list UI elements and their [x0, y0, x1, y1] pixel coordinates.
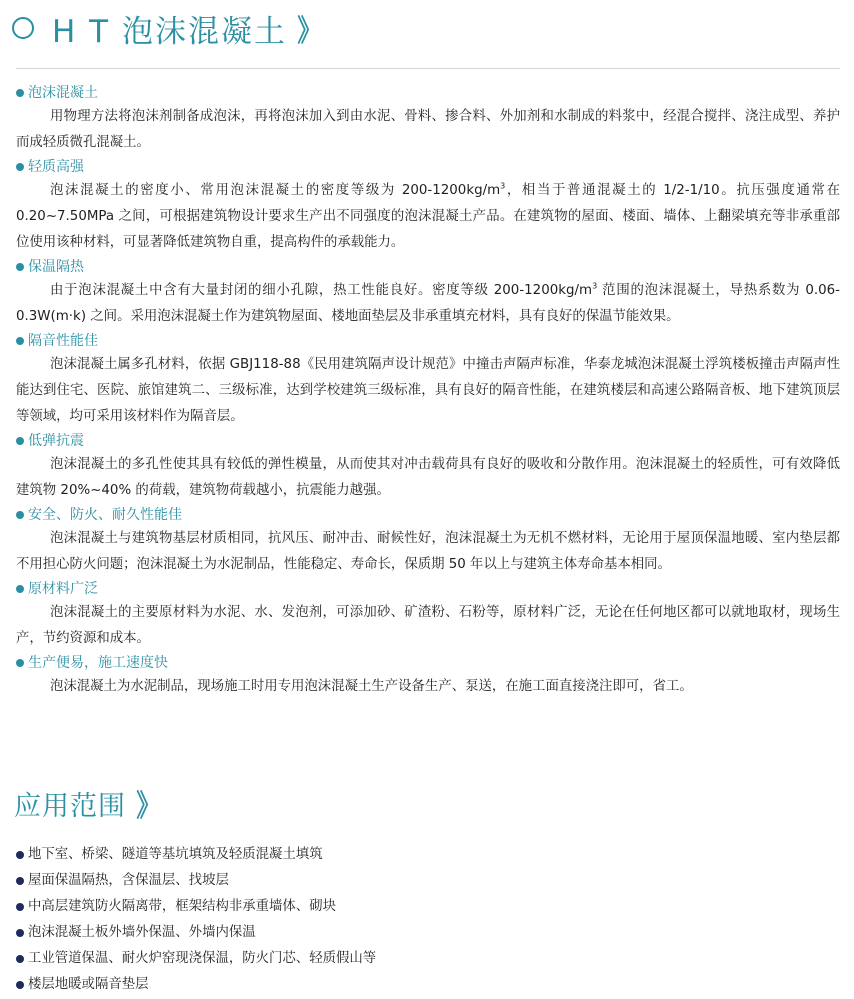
section-fireproof	[14, 504, 842, 578]
list-item	[14, 894, 842, 920]
body-text: 由于泡沫混凝土中含有大量封闭的细小孔隙，热工性能良好。密度等级 200-1200kg/m	[50, 283, 593, 298]
circle-icon	[12, 17, 34, 39]
application-title: 应用范围	[14, 790, 126, 822]
section-body: 泡沫混凝土属多孔材料，依据 GBJ118-88《民用建筑隔声设计规范》中撞击声隔声标准，华泰龙城泡沫混凝土浮筑楼板撞击声隔声性能达到住宅、医院、旅馆建筑二、三级标准，达到学校建筑三级标准，具有良好的隔音性能，在建筑楼层和高速公路隔音板、地下建筑顶层等领域，均可采用该材料作为隔音层。	[16, 357, 840, 424]
section-heading: 隔音性能佳	[28, 333, 98, 349]
section-seismic	[14, 430, 842, 504]
bullet-icon	[16, 89, 24, 97]
list-item-text: 地下室、桥梁、隧道等基坑填筑及轻质混凝土填筑	[28, 847, 323, 862]
bullet-icon	[16, 163, 24, 171]
body-text: ，相当于普通混凝土的 1/2-1/10。抗压强度通常在 0.20~7.50MPa 之间，可根据建筑物设计要求生产出不同强度的泡沫混凝土产品。在建筑物的屋面、楼面、墙体、上翻梁填充等非承重部位使用该种材料，可显著降低建筑物自重，提高构件的承载能力。	[16, 183, 840, 250]
list-item-text: 中高层建筑防火隔离带，框架结构非承重墙体、砌块	[28, 899, 336, 914]
application-list	[14, 842, 842, 998]
list-item	[14, 972, 842, 998]
section-body: 泡沫混凝土的主要原材料为水泥、水、发泡剂，可添加砂、矿渣粉、石粉等，原材料广泛，无论在任何地区都可以就地取材，现场生产，节约资源和成本。	[16, 605, 840, 646]
section-heading: 泡沫混凝土	[28, 85, 98, 101]
double-chevron-icon: 》	[297, 14, 315, 49]
section-materials	[14, 578, 842, 652]
bullet-icon	[16, 929, 24, 937]
page-title: H T 泡沫混凝土	[52, 13, 287, 50]
section-body: 泡沫混凝土与建筑物基层材质相同，抗风压、耐冲击、耐候性好，泡沫混凝土为无机不燃材料，无论用于屋顶保温地暖、室内垫层都不用担心防火问题；泡沫混凝土为水泥制品，性能稳定、寿命长，保质期 50 年以上与建筑主体寿命基本相同。	[16, 531, 840, 572]
divider	[16, 68, 840, 69]
section-heading: 安全、防火、耐久性能佳	[28, 507, 182, 523]
section-heading: 轻质高强	[28, 159, 84, 175]
list-item-text: 工业管道保温、耐火炉窑现浇保温，防火门芯、轻质假山等	[28, 951, 377, 966]
page-header	[12, 6, 317, 50]
list-item	[14, 868, 842, 894]
list-item	[14, 920, 842, 946]
bullet-icon	[16, 981, 24, 989]
superscript: 3	[500, 181, 506, 191]
double-chevron-icon: 》	[136, 789, 154, 824]
section-heading: 生产便易，施工速度快	[28, 655, 168, 671]
section-body	[14, 278, 842, 330]
section-construction	[14, 652, 842, 700]
superscript: 3	[592, 281, 598, 291]
body-text: 泡沫混凝土的密度小、常用泡沫混凝土的密度等级为 200-1200kg/m	[50, 183, 501, 198]
section-lightweight	[14, 156, 842, 256]
bullet-icon	[16, 263, 24, 271]
section-heading: 原材料广泛	[28, 581, 98, 597]
bullet-icon	[16, 659, 24, 667]
list-item-text: 屋面保温隔热，含保温层、找坡层	[28, 873, 229, 888]
bullet-icon	[16, 511, 24, 519]
application-header	[14, 781, 156, 825]
section-body	[14, 178, 842, 256]
bullet-icon	[16, 585, 24, 593]
list-item-text: 泡沫混凝土板外墙外保温、外墙内保温	[28, 925, 256, 940]
section-heading: 低弹抗震	[28, 433, 84, 449]
list-item-text: 楼层地暖或隔音垫层	[28, 977, 149, 992]
section-insulation	[14, 256, 842, 330]
bullet-icon	[16, 437, 24, 445]
bullet-icon	[16, 877, 24, 885]
section-body: 泡沫混凝土为水泥制品，现场施工时用专用泡沫混凝土生产设备生产、泵送，在施工面直接浇注即可，省工。	[50, 679, 693, 694]
section-body: 泡沫混凝土的多孔性使其具有较低的弹性模量，从而使其对冲击载荷具有良好的吸收和分散作用。泡沫混凝土的轻质性，可有效降低建筑物 20%~40% 的荷载，建筑物荷载越小，抗震能力越强。	[16, 457, 840, 498]
bullet-icon	[16, 903, 24, 911]
list-item	[14, 946, 842, 972]
bullet-icon	[16, 851, 24, 859]
section-heading: 保温隔热	[28, 259, 84, 275]
body-text: 范围的泡沫混凝土，导热系数为 0.06-0.3W(m·k) 之间。采用泡沫混凝土作为建筑物屋面、楼地面垫层及非承重填充材料，具有良好的保温节能效果。	[16, 283, 840, 324]
feature-sections	[14, 82, 842, 700]
section-body: 用物理方法将泡沫剂制备成泡沫，再将泡沫加入到由水泥、骨料、掺合料、外加剂和水制成的料浆中，经混合搅拌、浇注成型、养护而成轻质微孔混凝土。	[16, 109, 840, 150]
bullet-icon	[16, 337, 24, 345]
section-soundproof	[14, 330, 842, 430]
list-item	[14, 842, 842, 868]
section-foam-concrete	[14, 82, 842, 156]
bullet-icon	[16, 955, 24, 963]
